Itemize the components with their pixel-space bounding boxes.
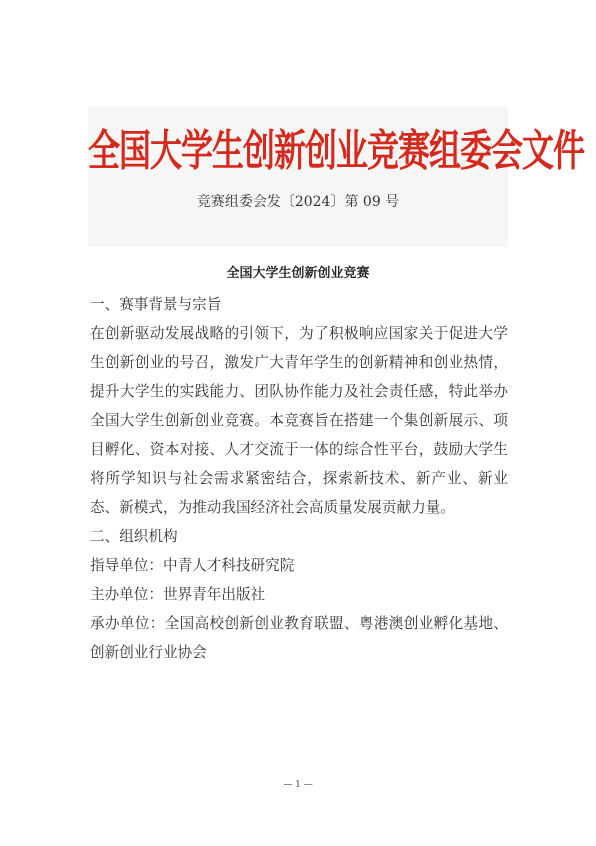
page-number: — 1 — [283, 780, 313, 790]
document-header [88, 107, 585, 247]
document-title: 全国大学生创新创业竞赛组委会文件 [88, 125, 585, 177]
organizer-unit-line: 承办单位：全国高校创新创业教育联盟、粤港澳创业孵化基地、创新创业行业协会 [90, 615, 508, 661]
host-unit-line: 主办单位：世界青年出版社 [90, 586, 266, 603]
section-title-organization: 二、组织机构 [90, 528, 178, 545]
document-number: 竞赛组委会发〔2024〕第 09 号 [196, 194, 400, 210]
section-title-background: 一、赛事背景与宗旨 [90, 296, 222, 313]
section-paragraph-background: 在创新驱动发展战略的引领下，为了积极响应国家关于促进大学生创新创业的号召，激发广大青年学生的创新精神和创业热情，提升大学生的实践能力、团队协作能力及社会责任感，特此举办全国大学生创新创业竞赛。本竞赛旨在搭建一个集创新展示、项目孵化、资本对接、人才交流于一体的综合性平台，鼓励大学生将所学知识与社会需求紧密结合，探索新技术、新产业、新业态、新模式，为推动我国经济社会高质量发展贡献力量。 [90, 325, 508, 516]
page-heading: 全国大学生创新创业竞赛 [226, 266, 370, 281]
document-body [90, 290, 508, 667]
guide-unit-line: 指导单位：中青人才科技研究院 [90, 557, 295, 574]
